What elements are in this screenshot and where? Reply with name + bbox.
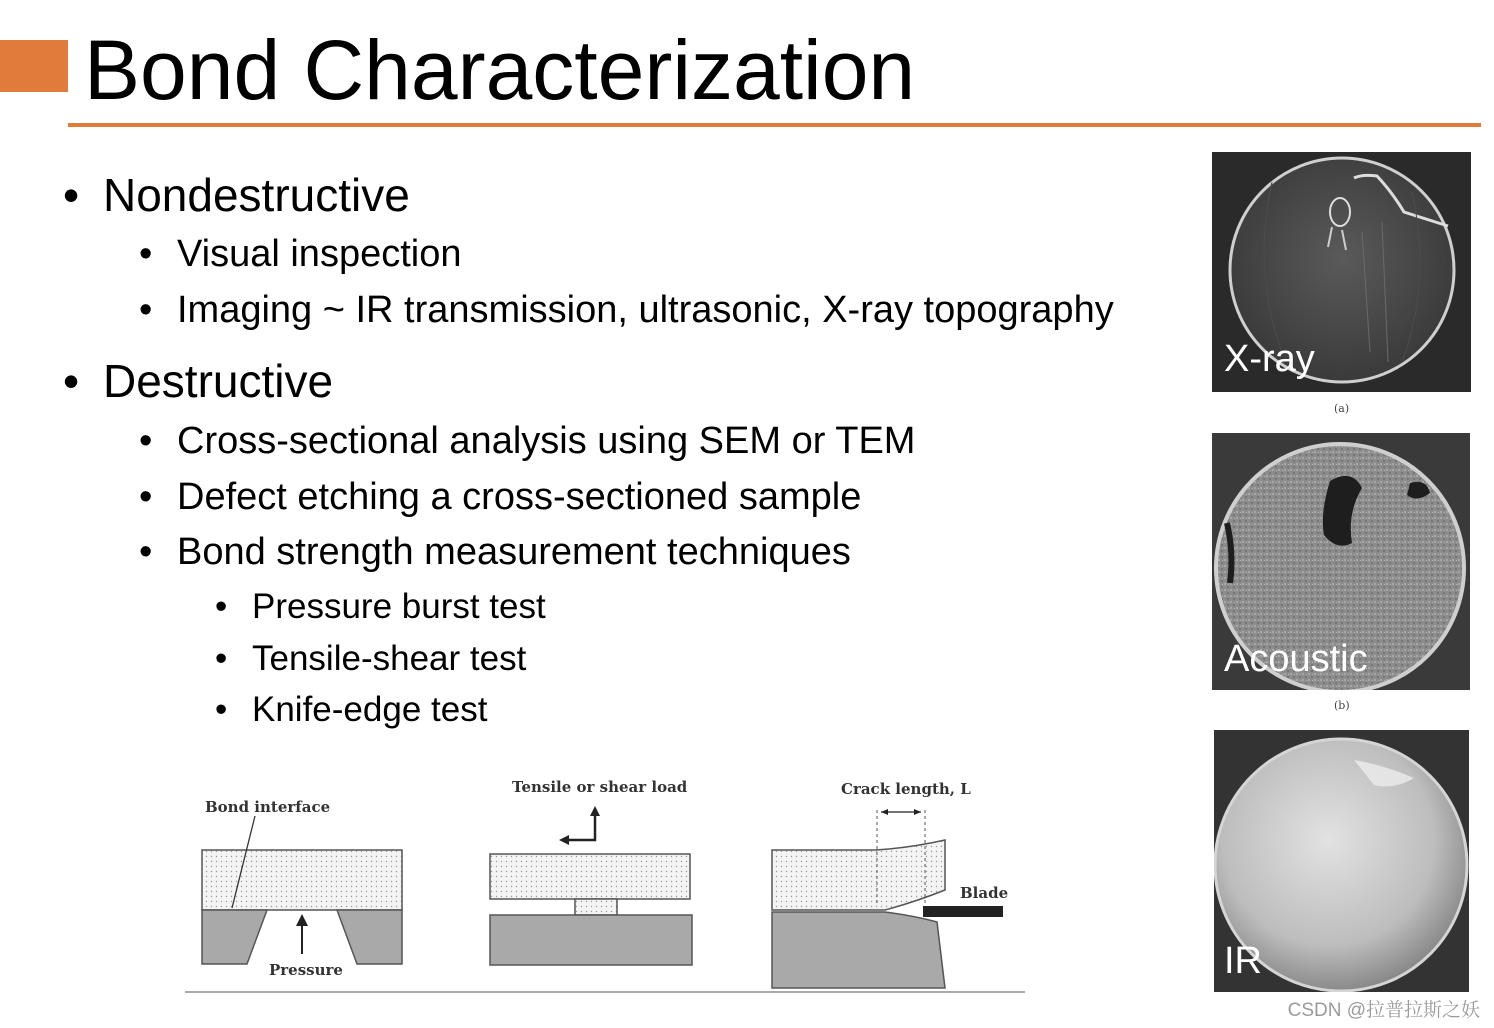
bullet-knife-edge bbox=[215, 690, 488, 730]
bullet-text: Defect etching a cross-sectioned sample bbox=[177, 476, 862, 518]
acoustic-wafer-image bbox=[1212, 433, 1470, 690]
pressure-arrow-icon bbox=[296, 914, 308, 926]
xray-label: X-ray bbox=[1224, 338, 1315, 380]
bullet-text: Visual inspection bbox=[177, 233, 462, 275]
bullet-text: Imaging ~ IR transmission, ultrasonic, X-ray topography bbox=[177, 289, 1114, 331]
acoustic-label: Acoustic bbox=[1224, 638, 1368, 680]
pressure-top-wafer bbox=[202, 850, 402, 910]
bullet-cross-section bbox=[139, 420, 916, 463]
tensile-top-wafer bbox=[490, 854, 690, 899]
bullet-text: Cross-sectional analysis using SEM or TEM bbox=[177, 420, 916, 462]
bullet-text: Tensile-shear test bbox=[252, 639, 527, 678]
xray-caption: (a) bbox=[1334, 402, 1350, 415]
bullet-text: Pressure burst test bbox=[252, 587, 546, 626]
bullet-dot: • bbox=[63, 355, 80, 407]
bullet-dot: • bbox=[139, 420, 153, 462]
blade-label: Blade bbox=[960, 884, 1009, 902]
watermark: CSDN @拉普拉斯之妖 bbox=[1287, 1000, 1480, 1021]
crack-arrow-right-icon bbox=[914, 809, 921, 815]
bullet-text: Nondestructive bbox=[103, 169, 410, 221]
bullet-imaging bbox=[139, 289, 1114, 332]
bullet-dot: • bbox=[139, 233, 153, 275]
bullet-pressure-burst bbox=[215, 587, 546, 627]
bullet-bond-strength bbox=[139, 531, 851, 574]
bullet-tensile-shear bbox=[215, 639, 527, 679]
shear-left-arrow-icon bbox=[559, 835, 569, 845]
acoustic-caption: (b) bbox=[1334, 699, 1350, 712]
bullet-dot: • bbox=[215, 587, 228, 626]
xray-wafer-image bbox=[1212, 152, 1471, 392]
ir-label: IR bbox=[1224, 940, 1262, 982]
bullet-text: Knife-edge test bbox=[252, 690, 488, 729]
knife-bottom-wafer bbox=[772, 912, 945, 988]
bullet-dot: • bbox=[215, 639, 228, 678]
bullet-destructive bbox=[63, 354, 334, 408]
pressure-base-right bbox=[337, 910, 402, 964]
tensile-bottom-wafer bbox=[490, 915, 692, 965]
bullet-dot: • bbox=[63, 169, 80, 221]
tensile-bond-region bbox=[575, 899, 617, 915]
tensile-up-arrow-icon bbox=[590, 806, 600, 816]
bullet-text: Bond strength measurement techniques bbox=[177, 531, 851, 573]
bullet-dot: • bbox=[215, 690, 228, 729]
bullet-dot: • bbox=[139, 531, 153, 573]
bullet-dot: • bbox=[139, 289, 153, 331]
blade-icon bbox=[923, 906, 1003, 917]
bullet-dot: • bbox=[139, 476, 153, 518]
pressure-base-left bbox=[202, 910, 267, 964]
bullet-visual-inspection bbox=[139, 233, 462, 276]
bond-interface-label: Bond interface bbox=[205, 798, 331, 816]
knife-top-wafer bbox=[772, 840, 945, 910]
bullet-defect-etching bbox=[139, 476, 862, 519]
bullet-nondestructive bbox=[63, 168, 410, 222]
crack-length-label: Crack length, L bbox=[841, 780, 971, 798]
tensile-load-label: Tensile or shear load bbox=[512, 778, 688, 796]
crack-arrow-left-icon bbox=[881, 809, 888, 815]
bullet-text: Destructive bbox=[103, 355, 334, 407]
ir-wafer-image bbox=[1214, 730, 1469, 992]
slide-title: Bond Characterization bbox=[84, 23, 916, 117]
pressure-label: Pressure bbox=[269, 961, 343, 979]
bond-test-diagrams bbox=[185, 770, 1030, 995]
